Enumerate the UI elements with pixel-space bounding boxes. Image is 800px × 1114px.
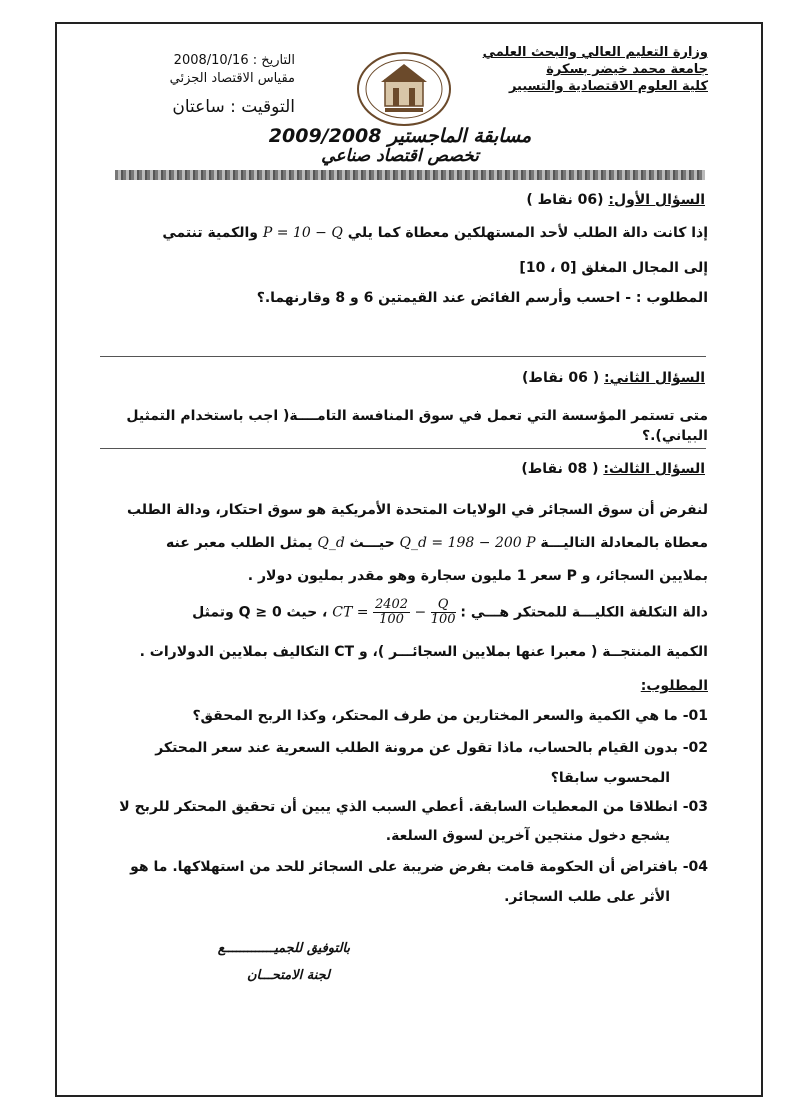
q1-text-b: والكمية تنتمي bbox=[162, 225, 258, 241]
ct-num1: 2402 bbox=[374, 597, 409, 612]
q3-line2-b: حيـــث bbox=[349, 535, 395, 551]
q3-item-1: 01- ما هي الكمية والسعر المختارين من طرف المحتكر، وكذا الربح المحقق؟ bbox=[192, 708, 708, 724]
page-border bbox=[55, 22, 763, 1097]
exam-timing: التوقيت : ساعتان bbox=[172, 97, 295, 117]
q3-cost-function bbox=[332, 598, 455, 627]
q3-required: المطلوب: bbox=[640, 678, 708, 694]
institution-block bbox=[408, 44, 708, 95]
q3-line5: الكمية المنتجــة ( معبرا عنها بملايين السجائـــر )، و CT التكاليف بملايين الدولارات . bbox=[139, 644, 708, 660]
q3-line2-c: يمثل الطلب معبر عنه bbox=[166, 535, 313, 551]
q2-title: السؤال الثاني: bbox=[604, 370, 705, 386]
ct-fraction-2 bbox=[431, 598, 456, 627]
university-logo-icon bbox=[355, 50, 453, 128]
q3-item-2-cont: المحسوب سابقا؟ bbox=[550, 770, 670, 786]
q3-points: ( 08 نقاط) bbox=[521, 461, 599, 477]
exam-committee: لجنة الامتحـــان bbox=[246, 968, 330, 983]
header-divider-bar bbox=[115, 170, 705, 180]
university-name: جامعة محمد خيضر بسكرة bbox=[546, 62, 708, 77]
ct-den2: 100 bbox=[430, 612, 456, 627]
ct-den1: 100 bbox=[379, 612, 404, 627]
exam-specialty: تخصص اقتصاد صناعي bbox=[321, 146, 479, 166]
q3-line4 bbox=[108, 598, 708, 627]
q3-line1: لنفرض أن سوق السجائر في الولايات المتحدة الأمريكية هو سوق احتكار، ودالة الطلب bbox=[126, 502, 708, 518]
q3-item-4-cont: الأثر على طلب السجائر. bbox=[504, 889, 670, 905]
q1-text-a: إذا كانت دالة الطلب لأحد المستهلكين معطاة كما يلي bbox=[347, 225, 708, 241]
q3-line2 bbox=[108, 533, 708, 553]
ministry-name: وزارة التعليم العالي والبحث العلمي bbox=[482, 45, 708, 60]
q1-line1 bbox=[108, 223, 708, 243]
exam-title: مسابقة الماجستير 2009/2008 bbox=[268, 125, 532, 147]
ct-label: CT = bbox=[332, 604, 369, 621]
q1-title: السؤال الأول: bbox=[608, 192, 705, 208]
ct-minus: − bbox=[414, 604, 427, 621]
exam-module: مقياس الاقتصاد الجزئي bbox=[169, 71, 295, 86]
closing-wish: بالتوفيق للجميـــــــــــــع bbox=[217, 941, 350, 956]
q3-qd-symbol: Q_d bbox=[317, 535, 345, 551]
q1-line3: المطلوب : - احسب وأرسم الفائض عند القيمتين 6 و 8 وقارنهما.؟ bbox=[256, 290, 708, 306]
q3-line2-a: معطاة بالمعادلة التاليـــة bbox=[540, 535, 708, 551]
q3-item-2: 02- بدون القيام بالحساب، ماذا تقول عن مرونة الطلب السعرية عند سعر المحتكر bbox=[155, 740, 708, 756]
ct-fraction-1 bbox=[373, 598, 410, 627]
q3-cost-condition: ، حيث Q ≥ 0 وتمثل bbox=[192, 604, 328, 621]
q3-item-3-cont: يشجع دخول منتجين آخرين لسوق السلعة. bbox=[385, 828, 670, 844]
q3-item-4: 04- بافتراض أن الحكومة قامت بفرض ضريبة على السجائر للحد من استهلاكها. ما هو bbox=[130, 859, 708, 875]
q3-heading bbox=[305, 461, 705, 477]
q1-demand-equation: P = 10 − Q bbox=[262, 225, 343, 241]
q1-line2: إلى المجال المغلق [0 ، 10] bbox=[519, 260, 708, 276]
faculty-name: كلية العلوم الاقتصادية والتسيير bbox=[508, 79, 708, 94]
exam-info-block bbox=[95, 52, 295, 116]
q3-cost-intro: دالة التكلفة الكليـــة للمحتكر هـــي : bbox=[460, 604, 708, 621]
divider-1 bbox=[100, 356, 706, 357]
q2-points: ( 06 نقاط) bbox=[522, 370, 600, 386]
q2-line1: متى تستمر المؤسسة التي تعمل في سوق المنافسة التامــــة( اجب باستخدام التمثيل البياني).؟ bbox=[126, 408, 708, 444]
q3-item-3: 03- انطلاقا من المعطيات السابقة. أعطي السبب الذي يبين أن تحقيق المحتكر للربح لا bbox=[119, 799, 708, 815]
q3-title: السؤال الثالث: bbox=[603, 461, 705, 477]
q1-heading bbox=[305, 192, 705, 208]
exam-date: التاريخ : 2008/10/16 bbox=[173, 53, 295, 68]
ct-num2: Q bbox=[431, 598, 456, 613]
q1-points: (06 نقاط ) bbox=[526, 192, 604, 208]
q2-heading bbox=[305, 370, 705, 386]
q3-line3: بملايين السجائر، و P سعر 1 مليون سجارة وهو مقدر بمليون دولار . bbox=[247, 568, 708, 584]
divider-2 bbox=[100, 448, 706, 449]
q3-demand-equation: Q_d = 198 − 200 P bbox=[399, 535, 536, 551]
